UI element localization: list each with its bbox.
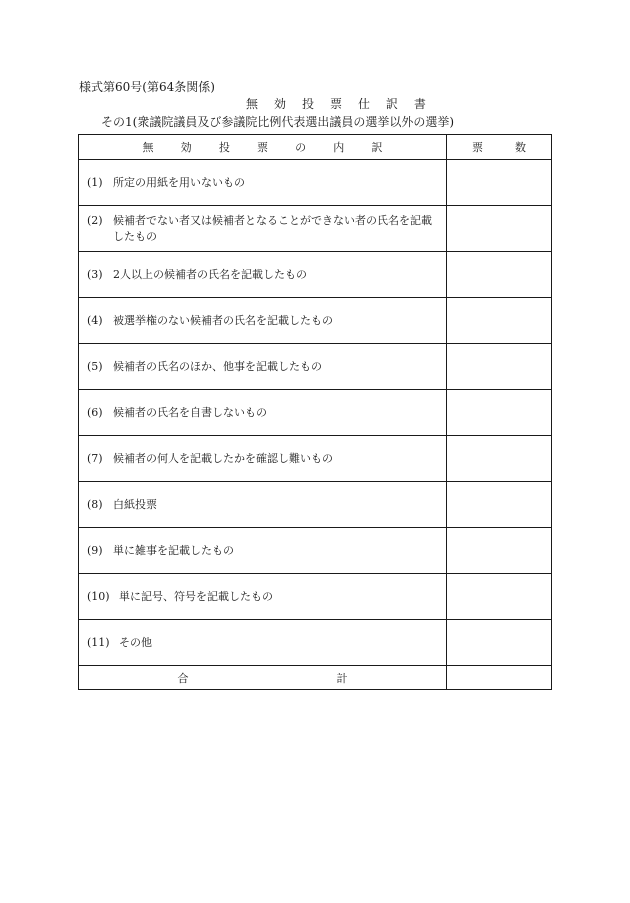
item-text: 候補者でない者又は候補者となることができない者の氏名を記載したもの [113, 213, 432, 243]
vote-count-cell[interactable] [447, 344, 552, 390]
title-char: 効 [273, 97, 286, 111]
item-description-cell [79, 206, 447, 252]
item-number: (7) [87, 451, 103, 465]
vote-count-cell[interactable] [447, 620, 552, 666]
header-description [79, 135, 447, 160]
item-description-cell [79, 160, 447, 206]
title-char: 無 [246, 97, 259, 111]
table-row [79, 482, 552, 528]
item-description-cell [79, 252, 447, 298]
header-char: 数 [515, 141, 526, 154]
header-char: 無 [142, 141, 154, 154]
table-row [79, 344, 552, 390]
invalid-vote-breakdown-table [78, 134, 552, 690]
title-char: 投 [301, 97, 314, 111]
title-char: 書 [413, 97, 426, 111]
item-text: 被選挙権のない候補者の氏名を記載したもの [113, 313, 333, 327]
item-number: (1) [87, 175, 103, 189]
vote-count-cell[interactable] [447, 436, 552, 482]
item-text: 候補者の氏名のほか、他事を記載したもの [113, 359, 322, 373]
item-number: (4) [87, 313, 103, 327]
table-row [79, 252, 552, 298]
vote-count-cell[interactable] [447, 298, 552, 344]
header-char: 票 [472, 141, 483, 154]
table-header-row [79, 135, 552, 160]
vote-count-cell[interactable] [447, 574, 552, 620]
item-number: (5) [87, 359, 103, 373]
item-number: (11) [87, 635, 110, 649]
item-description-cell [79, 390, 447, 436]
table-row [79, 620, 552, 666]
header-vote-count [447, 135, 552, 160]
item-description-cell [79, 574, 447, 620]
item-text: 候補者の何人を記載したかを確認し難いもの [113, 451, 333, 465]
item-description-cell [79, 436, 447, 482]
item-number: (3) [87, 267, 103, 281]
vote-count-cell[interactable] [447, 482, 552, 528]
header-char: 投 [218, 141, 230, 154]
item-description-cell [79, 620, 447, 666]
item-number: (2) [87, 213, 103, 227]
title-char: 仕 [357, 97, 370, 111]
item-text: 単に記号、符号を記載したもの [119, 589, 273, 603]
table-row [79, 206, 552, 252]
form-number: 様式第60号(第64条関係) [79, 80, 215, 94]
table-row [79, 574, 552, 620]
item-description-cell [79, 344, 447, 390]
title-char: 訳 [385, 97, 398, 111]
item-description-cell [79, 528, 447, 574]
table-row [79, 436, 552, 482]
item-text: 所定の用紙を用いないもの [113, 175, 245, 189]
item-text: 2人以上の候補者の氏名を記載したもの [113, 267, 307, 281]
table-row [79, 390, 552, 436]
total-label-cell [79, 666, 447, 690]
item-number: (10) [87, 589, 110, 603]
title-char: 票 [329, 97, 342, 111]
item-description-cell [79, 298, 447, 344]
vote-count-cell[interactable] [447, 390, 552, 436]
document-title [246, 97, 426, 111]
item-number: (8) [87, 497, 103, 511]
table-row [79, 160, 552, 206]
header-char: 内 [333, 141, 345, 154]
table-row [79, 528, 552, 574]
item-number: (6) [87, 405, 103, 419]
item-text: その他 [119, 635, 152, 649]
item-number: (9) [87, 543, 103, 557]
item-text: 白紙投票 [113, 497, 157, 511]
item-text: 候補者の氏名を自書しないもの [113, 405, 267, 419]
header-char: 訳 [371, 141, 383, 154]
document-subtitle: その1(衆議院議員及び参議院比例代表選出議員の選挙以外の選挙) [101, 115, 455, 129]
item-description-cell [79, 482, 447, 528]
header-char: 票 [256, 141, 268, 154]
header-char: の [295, 141, 307, 154]
vote-count-cell[interactable] [447, 528, 552, 574]
vote-count-cell[interactable] [447, 252, 552, 298]
total-char: 合 [177, 671, 189, 685]
table-row [79, 298, 552, 344]
header-char: 効 [180, 141, 192, 154]
vote-count-cell[interactable] [447, 160, 552, 206]
vote-count-cell[interactable] [447, 206, 552, 252]
item-text: 単に雑事を記載したもの [113, 543, 234, 557]
total-count-cell[interactable] [447, 666, 552, 690]
total-char: 計 [336, 671, 348, 685]
total-row [79, 666, 552, 690]
